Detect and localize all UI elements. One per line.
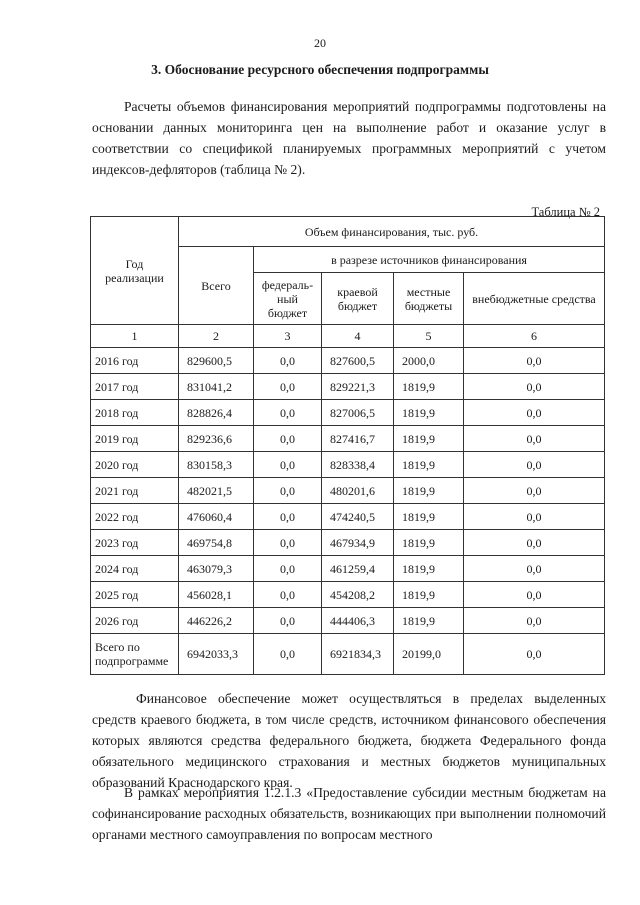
- section-title: 3. Обоснование ресурсного обеспечения подпрограммы: [151, 62, 489, 77]
- cell-regional: 454208,2: [322, 582, 394, 608]
- cell-regional: 6921834,3: [322, 634, 394, 675]
- table-caption: Таблица № 2: [531, 205, 600, 219]
- cell-year: 2017 год: [91, 374, 179, 400]
- cell-extra: 0,0: [464, 426, 605, 452]
- cell-local: 1819,9: [394, 556, 464, 582]
- cell-federal: 0,0: [254, 556, 322, 582]
- cell-total: 830158,3: [179, 452, 254, 478]
- cell-federal: 0,0: [254, 400, 322, 426]
- cell-total: 6942033,3: [179, 634, 254, 675]
- cell-total: 463079,3: [179, 556, 254, 582]
- header-year: Год реализации: [91, 217, 179, 325]
- cell-extra: 0,0: [464, 556, 605, 582]
- cell-local: 2000,0: [394, 348, 464, 374]
- cell-extra: 0,0: [464, 348, 605, 374]
- cell-regional: 827600,5: [322, 348, 394, 374]
- table-row: [91, 452, 605, 478]
- table-row: [91, 374, 605, 400]
- cell-extra: 0,0: [464, 582, 605, 608]
- cell-extra: 0,0: [464, 374, 605, 400]
- table-row: [91, 608, 605, 634]
- cell-extra: 0,0: [464, 478, 605, 504]
- cell-regional: 444406,3: [322, 608, 394, 634]
- cell-local: 1819,9: [394, 478, 464, 504]
- cell-year: 2025 год: [91, 582, 179, 608]
- cell-year: 2019 год: [91, 426, 179, 452]
- cell-federal: 0,0: [254, 530, 322, 556]
- cell-local: 1819,9: [394, 608, 464, 634]
- cell-year: 2021 год: [91, 478, 179, 504]
- col-number: 1: [91, 325, 179, 348]
- cell-federal: 0,0: [254, 504, 322, 530]
- col-number: 2: [179, 325, 254, 348]
- table-row: [91, 400, 605, 426]
- cell-local: 1819,9: [394, 426, 464, 452]
- cell-total: 476060,4: [179, 504, 254, 530]
- cell-year: 2018 год: [91, 400, 179, 426]
- cell-year: 2026 год: [91, 608, 179, 634]
- header-federal: федераль-ный бюджет: [254, 273, 322, 325]
- header-by-source: в разрезе источников финансирования: [254, 247, 605, 273]
- cell-regional: 474240,5: [322, 504, 394, 530]
- header-volume: Объем финансирования, тыс. руб.: [179, 217, 605, 247]
- header-total: Всего: [179, 247, 254, 325]
- cell-regional: 480201,6: [322, 478, 394, 504]
- col-number: 5: [394, 325, 464, 348]
- cell-extra: 0,0: [464, 400, 605, 426]
- cell-local: 1819,9: [394, 400, 464, 426]
- table-row: [91, 582, 605, 608]
- cell-total: 829600,5: [179, 348, 254, 374]
- page-number: 20: [314, 36, 326, 50]
- cell-regional: 467934,9: [322, 530, 394, 556]
- cell-federal: 0,0: [254, 478, 322, 504]
- cell-local: 1819,9: [394, 530, 464, 556]
- cell-extra: 0,0: [464, 608, 605, 634]
- table-row: [91, 348, 605, 374]
- cell-total: 829236,6: [179, 426, 254, 452]
- cell-year: 2023 год: [91, 530, 179, 556]
- cell-regional: 827006,5: [322, 400, 394, 426]
- cell-extra: 0,0: [464, 634, 605, 675]
- cell-regional: 828338,4: [322, 452, 394, 478]
- cell-extra: 0,0: [464, 504, 605, 530]
- table-row: [91, 504, 605, 530]
- cell-federal: 0,0: [254, 608, 322, 634]
- cell-year-total: Всего по подпрограмме: [91, 634, 179, 675]
- cell-total: 469754,8: [179, 530, 254, 556]
- cell-local: 1819,9: [394, 374, 464, 400]
- table-row: [91, 426, 605, 452]
- cell-federal: 0,0: [254, 582, 322, 608]
- cell-regional: 827416,7: [322, 426, 394, 452]
- financing-paragraph: Финансовое обеспечение может осуществляться в пределах выделенных средств краевого бюджета, в том числе средств, источником финансового обеспечения которых являются средства федерального бюджета, бюджета Федерального фонда обязательного медицинского страхования и местных бюджетов муниципальных образований Краснодарского края.: [92, 691, 606, 790]
- cell-local: 1819,9: [394, 582, 464, 608]
- header-local: местные бюджеты: [394, 273, 464, 325]
- cell-year: 2022 год: [91, 504, 179, 530]
- col-number: 3: [254, 325, 322, 348]
- cell-federal: 0,0: [254, 374, 322, 400]
- intro-paragraph: Расчеты объемов финансирования мероприятий подпрограммы подготовлены на основании данных мониторинга цен на выполнение работ и оказание услуг в соответствии со спецификой планируемых программных мероприятий с учетом индексов-дефляторов (таблица № 2).: [92, 99, 606, 177]
- cell-federal: 0,0: [254, 348, 322, 374]
- financing-table: [90, 216, 605, 675]
- cell-year: 2024 год: [91, 556, 179, 582]
- measure-paragraph: В рамках мероприятия 1.2.1.3 «Предоставление субсидии местным бюджетам на софинансирование расходных обязательств, возникающих при выполнении полномочий органами местного самоуправления по вопросам местного: [92, 785, 606, 842]
- cell-regional: 829221,3: [322, 374, 394, 400]
- cell-federal: 0,0: [254, 634, 322, 675]
- cell-local: 1819,9: [394, 452, 464, 478]
- header-extrabudget: внебюджетные средства: [464, 273, 605, 325]
- cell-total: 446226,2: [179, 608, 254, 634]
- cell-federal: 0,0: [254, 426, 322, 452]
- cell-local: 20199,0: [394, 634, 464, 675]
- cell-total: 456028,1: [179, 582, 254, 608]
- cell-extra: 0,0: [464, 530, 605, 556]
- cell-year: 2016 год: [91, 348, 179, 374]
- cell-federal: 0,0: [254, 452, 322, 478]
- cell-total: 831041,2: [179, 374, 254, 400]
- header-regional: краевой бюджет: [322, 273, 394, 325]
- cell-total: 482021,5: [179, 478, 254, 504]
- cell-total: 828826,4: [179, 400, 254, 426]
- col-number: 6: [464, 325, 605, 348]
- cell-regional: 461259,4: [322, 556, 394, 582]
- cell-local: 1819,9: [394, 504, 464, 530]
- table-total-row: [91, 634, 605, 675]
- cell-year: 2020 год: [91, 452, 179, 478]
- table-row: [91, 530, 605, 556]
- col-number: 4: [322, 325, 394, 348]
- table-row: [91, 478, 605, 504]
- cell-extra: 0,0: [464, 452, 605, 478]
- table-row: [91, 556, 605, 582]
